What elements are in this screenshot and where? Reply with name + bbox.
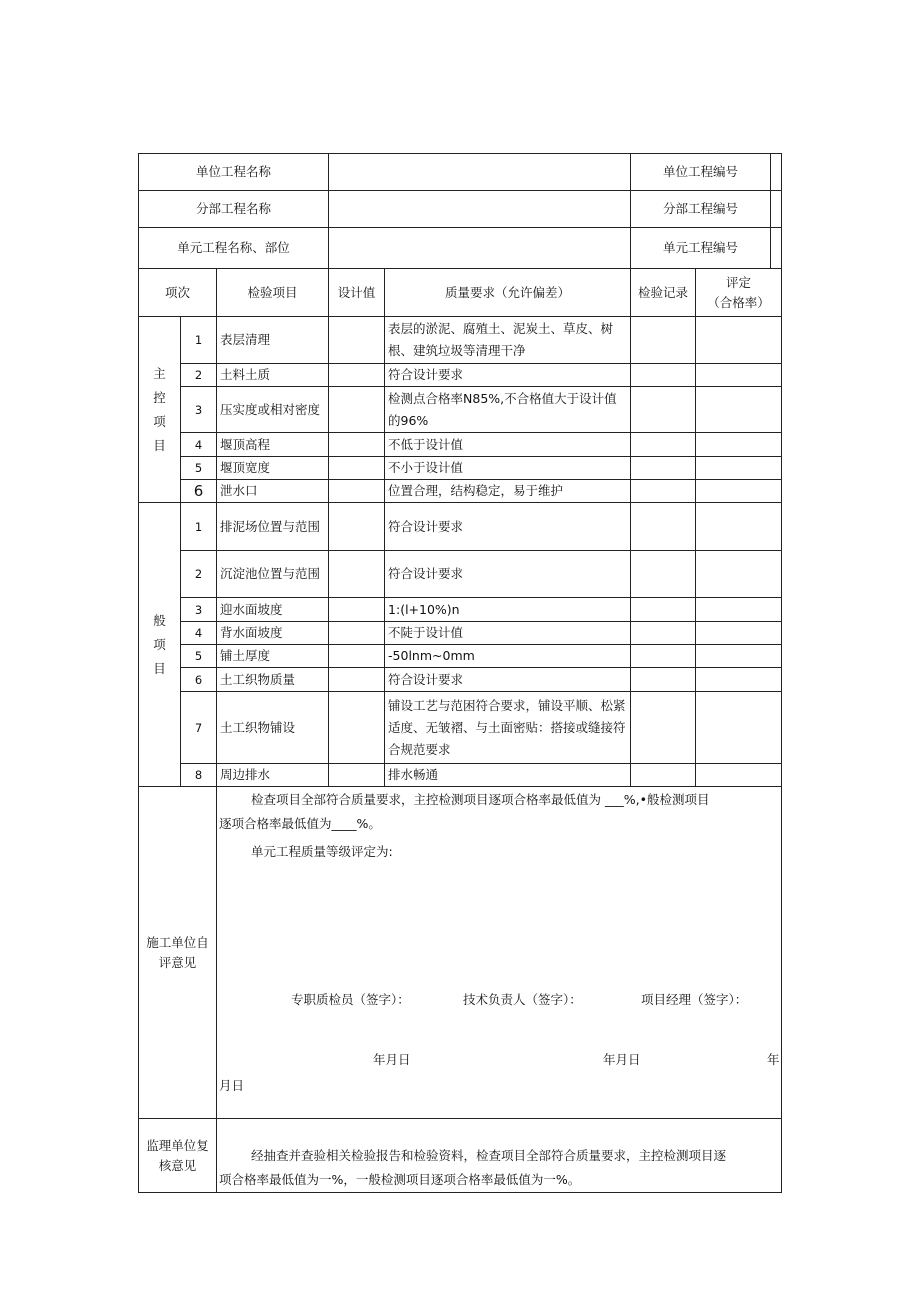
table-row <box>139 622 782 645</box>
row-rating[interactable] <box>696 692 782 764</box>
row-req: 排水畅通 <box>385 764 631 787</box>
row-req: 符合设计要求 <box>385 551 631 598</box>
row-rating[interactable] <box>696 457 782 480</box>
row-item: 土料土质 <box>217 364 329 387</box>
row-item: 排泥场位置与范围 <box>217 503 329 551</box>
row-no: 4 <box>181 433 217 457</box>
row-design[interactable] <box>329 317 385 364</box>
self-eval-cell[interactable] <box>217 787 782 1119</box>
row-design[interactable] <box>329 364 385 387</box>
row-no: 6 <box>181 668 217 692</box>
self-eval-label <box>139 787 217 1119</box>
row-rating[interactable] <box>696 503 782 551</box>
self-eval-sig-manager: 项目经理（签字）： <box>641 992 748 1007</box>
table-row <box>139 645 782 668</box>
general-group-char: 项 <box>153 636 166 652</box>
row-req: 符合设计要求 <box>385 364 631 387</box>
row-no: 1 <box>181 503 217 551</box>
table-row <box>139 598 782 622</box>
row-no: 2 <box>181 364 217 387</box>
table-row <box>139 387 782 433</box>
row-req: 位置合理，结构稳定，易于维护 <box>385 480 631 503</box>
row-design[interactable] <box>329 433 385 457</box>
division-name-field[interactable] <box>329 191 631 228</box>
self-eval-line3: 单元工程质量等级评定为: <box>251 844 393 859</box>
row-design[interactable] <box>329 645 385 668</box>
self-eval-label-text: 施工单位自评意见 <box>146 934 209 970</box>
row-req: 符合设计要求 <box>385 668 631 692</box>
row-design[interactable] <box>329 387 385 433</box>
row-rating[interactable] <box>696 480 782 503</box>
table-row <box>139 364 782 387</box>
supervisor-label <box>139 1119 217 1193</box>
general-group-char: 目 <box>153 660 166 676</box>
row-item: 周边排水 <box>217 764 329 787</box>
row-item: 背水面坡度 <box>217 622 329 645</box>
row-rating[interactable] <box>696 598 782 622</box>
row-design[interactable] <box>329 503 385 551</box>
supervisor-cell[interactable] <box>217 1119 782 1193</box>
row-req: 不小于设计值 <box>385 457 631 480</box>
self-eval-date3b: 月日 <box>219 1078 245 1093</box>
row-record[interactable] <box>631 480 696 503</box>
self-eval-line2: 逐项合格率最低值为____%。 <box>219 816 381 831</box>
col-rating-line1: 评定 <box>726 274 752 290</box>
row-req: 铺设工艺与范困符合要求，铺设平顺、松紧适度、无皱褶、与土面密贴：搭接或缝接符合规范要求 <box>385 692 631 764</box>
self-eval-date1: 年月日 <box>373 1052 411 1067</box>
row-item: 堰顶高程 <box>217 433 329 457</box>
row-no: 6 <box>181 480 217 503</box>
row-record[interactable] <box>631 364 696 387</box>
unit-project-name-label: 单位工程名称 <box>139 154 329 191</box>
col-rating <box>696 269 782 317</box>
row-no: 7 <box>181 692 217 764</box>
unit-project-no-text: 单位工程编号 <box>631 154 771 190</box>
row-rating[interactable] <box>696 317 782 364</box>
row-no: 8 <box>181 764 217 787</box>
supervisor-line2: 项合格率最低值为一%，一般检测项目逐项合格率最低值为一%。 <box>219 1172 581 1187</box>
row-item: 铺土厚度 <box>217 645 329 668</box>
row-design[interactable] <box>329 551 385 598</box>
row-item: 迎水面坡度 <box>217 598 329 622</box>
main-group-char: 项 <box>153 413 166 429</box>
row-req: 表层的淤泥、腐殖土、泥炭土、草皮、树根、建筑垃圾等清理干净 <box>385 317 631 364</box>
self-eval-sig-tech: 技术负责人（签字）： <box>463 992 582 1007</box>
row-req: -50lnm~0mm <box>385 645 631 668</box>
row-record[interactable] <box>631 387 696 433</box>
supervisor-line1: 经抽查并查验相关检验报告和检验资料，检查项目全部符合质量要求，主控检测项目逐 <box>251 1148 727 1163</box>
row-rating[interactable] <box>696 551 782 598</box>
row-record[interactable] <box>631 457 696 480</box>
division-name-label: 分部工程名称 <box>139 191 329 228</box>
row-record[interactable] <box>631 433 696 457</box>
main-group-char: 目 <box>153 437 166 453</box>
col-record: 检验记录 <box>631 269 696 317</box>
row-req: 不低于设计值 <box>385 433 631 457</box>
row-req: 符合设计要求 <box>385 503 631 551</box>
unit-project-no-label <box>631 154 782 191</box>
main-group-label <box>139 317 181 503</box>
row-record[interactable] <box>631 692 696 764</box>
element-name-field[interactable] <box>329 228 631 269</box>
row-record[interactable] <box>631 317 696 364</box>
col-design-value: 设计值 <box>329 269 385 317</box>
col-inspection-item: 检验项目 <box>217 269 329 317</box>
row-item: 土工织物铺设 <box>217 692 329 764</box>
self-eval-date2: 年月日 <box>603 1052 641 1067</box>
table-row <box>139 668 782 692</box>
element-no-label: 单元工程编号 <box>631 228 771 268</box>
row-item: 沉淀池位置与范围 <box>217 551 329 598</box>
col-quality-req: 质量要求（允许偏差） <box>385 269 631 317</box>
row-no: 5 <box>181 457 217 480</box>
self-eval-sig-inspector: 专职质检员（签字）： <box>291 992 410 1007</box>
row-req: 检测点合格率N85%,不合格值大于设计值的96% <box>385 387 631 433</box>
row-rating[interactable] <box>696 668 782 692</box>
row-no: 3 <box>181 387 217 433</box>
row-record[interactable] <box>631 668 696 692</box>
table-row <box>139 503 782 551</box>
self-eval-line1: 检查项目全部符合质量要求，主控检测项目逐项合格率最低值为 ___%,•般检测项目 <box>251 792 710 807</box>
row-item: 泄水口 <box>217 480 329 503</box>
row-no: 4 <box>181 622 217 645</box>
general-group-label <box>139 503 181 787</box>
row-req: 1:(l+10%)n <box>385 598 631 622</box>
row-item: 压实度或相对密度 <box>217 387 329 433</box>
row-no: 2 <box>181 551 217 598</box>
row-rating[interactable] <box>696 764 782 787</box>
row-no: 3 <box>181 598 217 622</box>
row-record[interactable] <box>631 645 696 668</box>
row-record[interactable] <box>631 622 696 645</box>
table-row <box>139 764 782 787</box>
self-eval-date3a: 年 <box>767 1052 780 1067</box>
row-record[interactable] <box>631 551 696 598</box>
row-rating[interactable] <box>696 622 782 645</box>
row-design[interactable] <box>329 598 385 622</box>
row-no: 5 <box>181 645 217 668</box>
table-row <box>139 457 782 480</box>
row-design[interactable] <box>329 668 385 692</box>
row-item: 土工织物质量 <box>217 668 329 692</box>
row-rating[interactable] <box>696 645 782 668</box>
row-design[interactable] <box>329 764 385 787</box>
row-design[interactable] <box>329 480 385 503</box>
row-record[interactable] <box>631 598 696 622</box>
table-row <box>139 433 782 457</box>
row-item: 表层清理 <box>217 317 329 364</box>
unit-project-name-field[interactable] <box>329 154 631 191</box>
general-group-char: 般 <box>153 612 166 628</box>
table-row <box>139 480 782 503</box>
col-item-no: 项次 <box>139 269 217 317</box>
row-item: 堰顶宽度 <box>217 457 329 480</box>
row-design[interactable] <box>329 457 385 480</box>
element-name-label: 单元工程名称、部位 <box>139 228 329 269</box>
row-design[interactable] <box>329 622 385 645</box>
division-no-label: 分部工程编号 <box>631 191 771 227</box>
supervisor-label-text: 监理单位复核意见 <box>146 1137 209 1173</box>
row-rating[interactable] <box>696 387 782 433</box>
main-group-char: 控 <box>153 389 166 405</box>
col-rating-line2: （合格率） <box>707 294 770 310</box>
table-row <box>139 551 782 598</box>
row-record[interactable] <box>631 503 696 551</box>
main-group-char: 主 <box>153 365 166 381</box>
row-rating[interactable] <box>696 364 782 387</box>
row-rating[interactable] <box>696 433 782 457</box>
row-design[interactable] <box>329 692 385 764</box>
row-no: 1 <box>181 317 217 364</box>
row-req: 不陡于设计值 <box>385 622 631 645</box>
table-row <box>139 317 782 364</box>
inspection-form-table <box>138 153 782 1193</box>
row-record[interactable] <box>631 764 696 787</box>
table-row <box>139 692 782 764</box>
